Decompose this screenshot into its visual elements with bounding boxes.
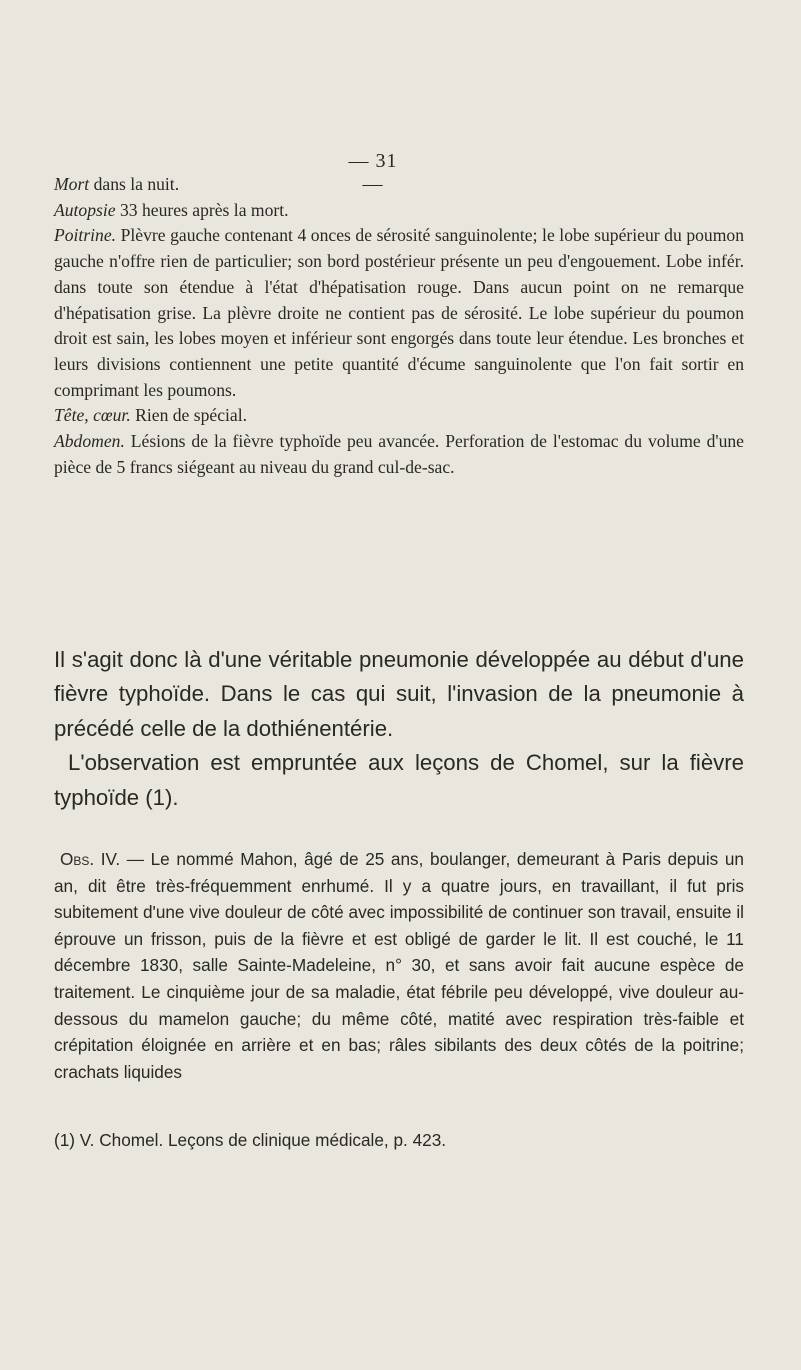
observation-text: — Le nommé Mahon, âgé de 25 ans, boulanger, demeurant à Paris depuis un an, dit être très-fréquemment enrhumé. Il y a quatre jours, en travaillant, il fut pris subitement d'une vive douleur de côté avec impossibilité de continuer son travail, ensuite il éprouve un frisson, puis de la fièvre et est obligé de garder le lit. Il est couché, le 11 décembre 1830, salle Sainte-Madeleine, n° 30, et sans avoir fait aucune espèce de traitement. Le cinquième jour de sa maladie, état fébrile peu développé, vive douleur au-dessous du mamelon gauche; du même côté, matité avec respiration très-faible et crépitation éloignée en arrière et en bas; râles sibilants des deux côtés de la poitrine; crachats liquides bbox=[54, 849, 744, 1082]
autopsie-label: Autopsie bbox=[54, 199, 116, 220]
mort-label: Mort bbox=[54, 174, 90, 194]
abdomen-label: Abdomen. bbox=[54, 431, 125, 452]
footnote: (1) V. Chomel. Leçons de clinique médicale, p. 423. bbox=[54, 1130, 447, 1150]
commentary-section bbox=[54, 643, 744, 815]
abdomen-text: Lésions de la fièvre typhoïde peu avancée. Perforation de l'estomac du volume d'une pièce de 5 francs siégeant au niveau du grand cul-de-sac. bbox=[54, 431, 744, 477]
abdomen-paragraph bbox=[54, 429, 744, 480]
observation-section bbox=[54, 846, 744, 1085]
autopsie-text: 33 heures après la mort. bbox=[115, 199, 289, 220]
commentary-paragraph-2: L'observation est empruntée aux leçons de Chomel, sur la fièvre typhoïde (1). bbox=[54, 750, 744, 810]
poitrine-paragraph bbox=[54, 223, 744, 403]
commentary-paragraph-1: Il s'agit donc là d'une véritable pneumonie développée au début d'une fièvre typhoïde. Dans le cas qui suit, l'invasion de la pneumonie à précédé celle de la dothiénentérie. bbox=[54, 647, 744, 741]
autopsy-section bbox=[54, 172, 744, 480]
mort-paragraph bbox=[54, 172, 744, 198]
autopsie-paragraph bbox=[54, 198, 744, 224]
tete-paragraph bbox=[54, 403, 744, 429]
observation-paragraph bbox=[54, 846, 744, 1085]
tete-label: Tête, cœur. bbox=[54, 405, 131, 426]
poitrine-label: Poitrine. bbox=[54, 225, 117, 246]
tete-text: Rien de spécial. bbox=[130, 405, 248, 426]
observation-label: Obs. IV. bbox=[60, 849, 121, 869]
mort-text: dans la nuit. bbox=[89, 174, 180, 194]
page-number: — 31 — bbox=[348, 150, 398, 195]
poitrine-text: Plèvre gauche contenant 4 onces de sérosité sanguinolente; le lobe supérieur du poumon gauche n'offre rien de particulier; son bord postérieur présente un peu d'engouement. Lobe infér. dans toute son étendue à l'état d'hépatisation rouge. Dans aucun point on ne remarque d'hépatisation grise. La plèvre droite ne contient pas de sérosité. Le lobe supérieur du poumon droit est sain, les lobes moyen et inférieur sont engorgés dans toute leur étendue. Les bronches et leurs divisions contiennent une petite quantité d'écume sanguinolente que l'on fait sortir en comprimant les poumons. bbox=[54, 225, 744, 400]
